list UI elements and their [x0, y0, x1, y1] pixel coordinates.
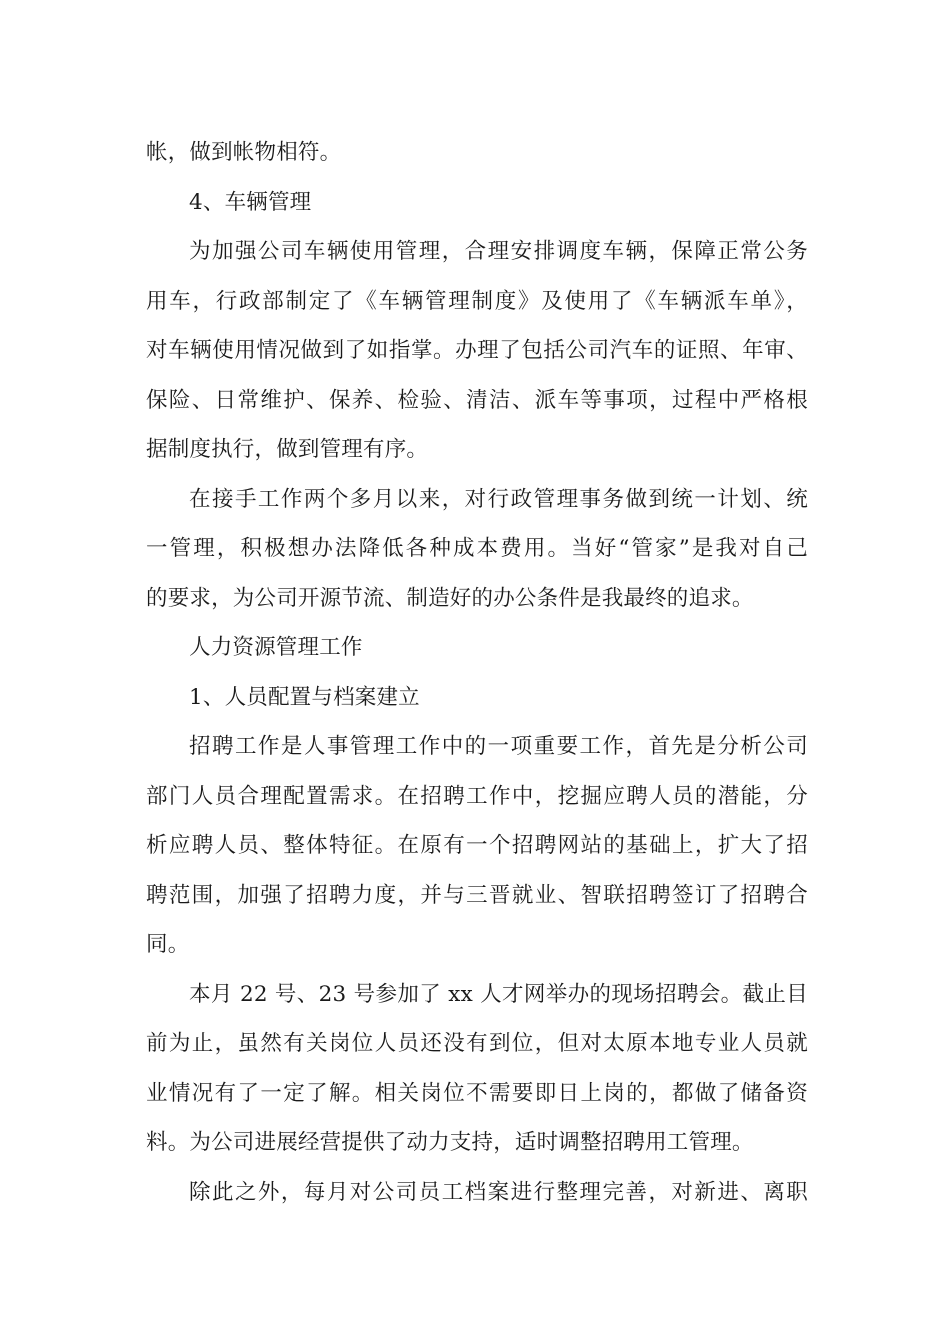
text-line: 在接手工作两个多月以来，对行政管理事务做到统一计划、统 — [189, 486, 808, 512]
text-line: 料。为公司进展经营提供了动力支持，适时调整招聘用工管理。 — [146, 1130, 754, 1155]
text-line: 前为止，虽然有关岗位人员还没有到位，但对太原本地专业人员就 — [146, 1031, 808, 1056]
text-line: 同。 — [146, 932, 190, 957]
text-line: 人力资源管理工作 — [189, 635, 363, 660]
text-line: 用车，行政部制定了《车辆管理制度》及使用了《车辆派车单》， — [146, 288, 808, 314]
document-body — [146, 128, 808, 1217]
text-line: 析应聘人员、整体特征。在原有一个招聘网站的基础上，扩大了招 — [146, 833, 808, 858]
text-line: 为加强公司车辆使用管理，合理安排调度车辆，保障正常公务 — [189, 239, 808, 264]
text-line: 本月 22 号、23 号参加了 xx 人才网举办的现场招聘会。截止目 — [189, 981, 808, 1007]
text-line: 的要求，为公司开源节流、制造好的办公条件是我最终的追求。 — [146, 585, 754, 611]
text-line: 4、车辆管理 — [189, 189, 312, 215]
text-line: 部门人员合理配置需求。在招聘工作中，挖掘应聘人员的潜能，分 — [146, 783, 808, 809]
text-line: 保险、日常维护、保养、检验、清洁、派车等事项，过程中严格根 — [146, 387, 808, 413]
text-line: 一管理，积极想办法降低各种成本费用。当好“管家”是我对自己 — [146, 536, 808, 561]
text-line: 除此之外，每月对公司员工档案进行整理完善，对新进、离职 — [189, 1179, 808, 1205]
text-line: 业情况有了一定了解。相关岗位不需要即日上岗的，都做了储备资 — [146, 1080, 808, 1106]
text-line: 帐，做到帐物相符。 — [146, 140, 342, 165]
text-line: 招聘工作是人事管理工作中的一项重要工作，首先是分析公司 — [189, 734, 808, 759]
text-line: 聘范围，加强了招聘力度，并与三晋就业、智联招聘签订了招聘合 — [146, 882, 808, 908]
text-line: 1、人员配置与档案建立 — [189, 684, 420, 710]
text-line: 对车辆使用情况做到了如指掌。办理了包括公司汽车的证照、年审、 — [146, 338, 808, 363]
text-line: 据制度执行，做到管理有序。 — [146, 437, 429, 462]
